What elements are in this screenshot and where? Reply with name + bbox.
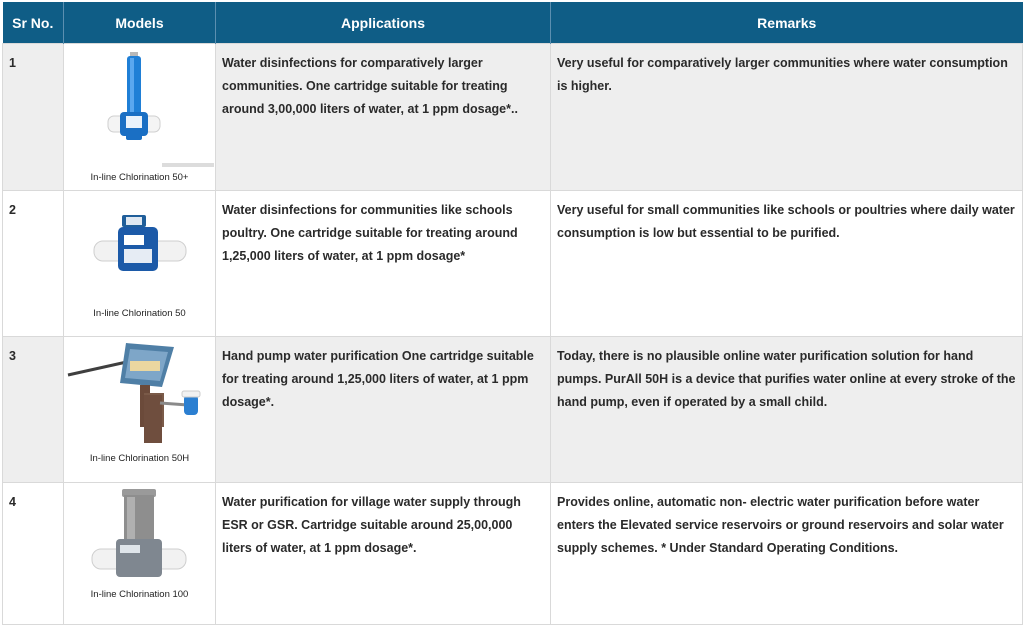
header-models: Models [64, 2, 216, 44]
remarks-cell: Provides online, automatic non- electric water purification before water enters the Elevated service reservoirs or ground reservoirs and solar water supply schemes. * Under Standard Operating Conditions. [551, 483, 1023, 625]
model-caption: In-line Chlorination 50H [89, 453, 190, 464]
model-cell [64, 337, 216, 483]
sr-number: 1 [3, 44, 64, 191]
application-cell: Water disinfections for communities like schools poultry. One cartridge suitable for treating around 1,25,000 liters of water, at 1 ppm dosage* [216, 191, 551, 337]
header-remarks: Remarks [551, 2, 1023, 44]
application-cell: Hand pump water purification One cartridge suitable for treating around 1,25,000 liters of water, at 1 ppm dosage*. [216, 337, 551, 483]
sr-number: 3 [3, 337, 64, 483]
table-header-row [3, 2, 1023, 44]
chlorinator-100-image [64, 483, 215, 624]
chlorinator-50plus-image [64, 44, 215, 190]
table-row [3, 191, 1023, 337]
remarks-cell: Very useful for small communities like schools or poultries where daily water consumption is low but essential to be purified. [551, 191, 1023, 337]
model-cell [64, 44, 216, 191]
model-cell [64, 483, 216, 625]
remarks-cell: Very useful for comparatively larger communities where water consumption is higher. [551, 44, 1023, 191]
sr-number: 2 [3, 191, 64, 337]
header-sr-no: Sr No. [3, 2, 64, 44]
application-cell: Water disinfections for comparatively larger communities. One cartridge suitable for treating around 3,00,000 liters of water, at 1 ppm dosage*.. [216, 44, 551, 191]
model-caption: In-line Chlorination 100 [90, 589, 189, 600]
table-row [3, 44, 1023, 191]
table-row [3, 337, 1023, 483]
model-cell [64, 191, 216, 337]
sr-number: 4 [3, 483, 64, 625]
product-table [2, 2, 1023, 625]
header-applications: Applications [216, 2, 551, 44]
table-row [3, 483, 1023, 625]
model-caption: In-line Chlorination 50 [93, 308, 186, 319]
remarks-cell: Today, there is no plausible online water purification solution for hand pumps. PurAll 50H is a device that purifies water online at every stroke of the hand pump, even if operated by a small child. [551, 337, 1023, 483]
model-caption: In-line Chlorination 50+ [90, 172, 189, 183]
application-cell: Water purification for village water supply through ESR or GSR. Cartridge suitable around 25,00,000 liters of water, at 1 ppm dosage*. [216, 483, 551, 625]
